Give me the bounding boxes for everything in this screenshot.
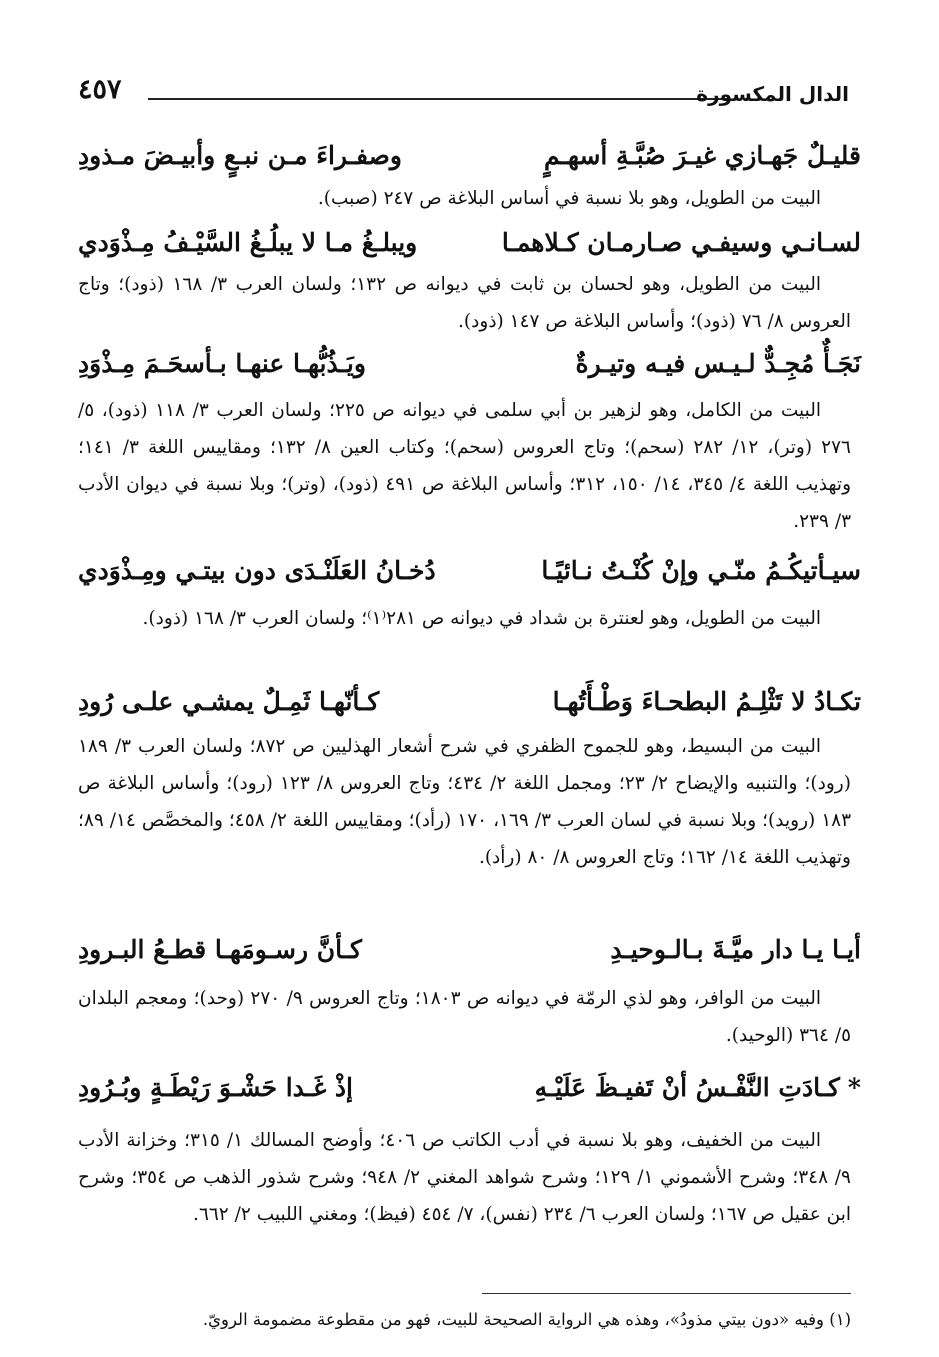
verse-line (78, 687, 861, 733)
page-number: ٤٥٧ (78, 74, 122, 105)
verse-second-hemistich: ويبلـغُ مـا لا يبلُـغُ السَّيْـفُ مِـذْوَدي (78, 228, 418, 257)
verse-first-hemistich: لسـانـي وسيفـي صـارمـان كـلاهمـا (501, 228, 861, 257)
verse-second-hemistich: إذْ غَـدا حَشْـوَ رَيْطَـةٍ وبُـرُودِ (78, 1073, 353, 1102)
verse-line (78, 556, 861, 602)
verse-line (78, 349, 861, 395)
verse-note: البيت من الخفيف، وهو بلا نسبة في أدب الكاتب ص ٤٠٦؛ وأوضح المسالك ١/ ٣١٥؛ وخزانة الأدب ٩/ ٣٤٨؛ وشرح الأشموني ١/ ١٢٩؛ وشرح شواهد المغني ٢/ ٩٤٨؛ وشرح شذور الذهب ص ٣٥٤؛ وشرح ابن عقيل ص ١٦٧؛ ولسان العرب ٦/ ٢٣٤ (نفس)، ٧/ ٤٥٤ (فيظ)؛ ومغني اللبيب ٢/ ٦٦٢. (78, 1130, 851, 1225)
verse-line (78, 935, 861, 981)
verse-note: البيت من الكامل، وهو لزهير بن أبي سلمى في ديوانه ص ٢٢٥؛ ولسان العرب ٣/ ١١٨ (ذود)، ٥/ ٢٧٦ (وتر)، ١٢/ ٢٨٢ (سحم)؛ وتاج العروس (سحم)؛ وكتاب العين ٨/ ١٣٢؛ ومقاييس اللغة ٣/ ١٤١؛ وتهذيب اللغة ٤/ ٣٤٥، ١٤/ ١٥٠، ٣١٢؛ وأساس البلاغة ص ٤٩١ (ذود)، (وتر)؛ وبلا نسبة في ديوان الأدب ٣/ ٢٣٩. (78, 400, 852, 532)
header-rule (148, 98, 729, 100)
verse-second-hemistich: كـأنَّ رسـومَهـا قطـعُ البـرودِ (78, 935, 362, 964)
verse-line (78, 1073, 861, 1119)
verse-first-hemistich: تكـادُ لا تَثْلِـمُ البطحـاءَ وَطْـأَتُهـا (552, 687, 861, 716)
verse-first-hemistich: قليـلٌ جَهـازي غيـرَ صُبَّـةِ أسهـمٍ (543, 141, 861, 170)
asterisk-marker: * (847, 1073, 861, 1102)
footnote-rule (482, 1293, 851, 1294)
section-title: الدال المكسورة (696, 82, 849, 106)
verse-first-hemistich: أيـا يـا دار ميَّـةَ بـالـوحيـدِ (610, 935, 861, 964)
verse-note: البيت من الوافر، وهو لذي الرمّة في ديوانه ص ١٨٠٣؛ وتاج العروس ٩/ ٢٧٠ (وحد)؛ ومعجم البلدان ٥/ ٣٦٤ (الوحيد). (78, 988, 851, 1046)
verse-second-hemistich: وصفـراءَ مـن نبـعٍ وأبيـضَ مـذودِ (78, 141, 402, 170)
verse-second-hemistich: ويَـذُبُّهـا عنهـا بـأسحَـمَ مِـذْوَدِ (78, 349, 366, 378)
verse-note: البيت من الطويل، وهو لحسان بن ثابت في ديوانه ص ١٣٢؛ ولسان العرب ٣/ ١٦٨ (ذود)؛ وتاج العروس ٨/ ٧٦ (ذود)؛ وأساس البلاغة ص ١٤٧ (ذود). (78, 274, 851, 332)
verse-first-hemistich: *كـادَتِ النَّفْـسُ أنْ تَفيـظَ عَلَيْـهِ (534, 1073, 861, 1102)
page-header (78, 70, 849, 120)
verse-first-hemistich: نَجَـأٌ مُجِـدٌّ لـيـس فيـه وتيـرةٌ (575, 349, 861, 378)
verse-note: البيت من البسيط، وهو للجموح الظفري في شرح أشعار الهذليين ص ٨٧٢؛ ولسان العرب ٣/ ١٨٩ (رود)؛ والتنبيه والإيضاح ٢/ ٢٣؛ ومجمل اللغة ٢/ ٤٣٤؛ وتاج العروس ٨/ ١٢٣ (رود)؛ وأساس البلاغة ص ١٨٣ (رويد)؛ وبلا نسبة في لسان العرب ٣/ ١٦٩، ١٧٠ (رأد)؛ ومقاييس اللغة ٢/ ٤٥٨؛ والمخصَّص ١٤/ ٨٩؛ وتهذيب اللغة ١٤/ ١٦٢؛ وتاج العروس ٨/ ٨٠ (رأد). (78, 736, 852, 868)
verse-note: البيت من الطويل، وهو بلا نسبة في أساس البلاغة ص ٢٤٧ (صبب). (317, 188, 821, 209)
footnote: (١) وفيه «دون بيتي مذودُ»، وهذه هي الرواية الصحيحة للبيت، فهو من مقطوعة مضمومة الرويّ. (202, 1310, 851, 1329)
verse-second-hemistich: كـأنّهـا ثَمِـلٌ يمشـي علـى رُودِ (78, 687, 380, 716)
verse-first-hemistich: سيـأتيكُـمُ منّـي وإنْ كُنْـتُ نـائيًـا (541, 556, 861, 585)
verse-second-hemistich: دُخـانُ العَلَنْـدَى دون بيتـي ومِـذْوَدي (78, 556, 436, 585)
verse-note: البيت من الطويل، وهو لعنترة بن شداد في ديوانه ص ٢٨١⁽١⁾؛ ولسان العرب ٣/ ١٦٨ (ذود). (142, 608, 821, 629)
